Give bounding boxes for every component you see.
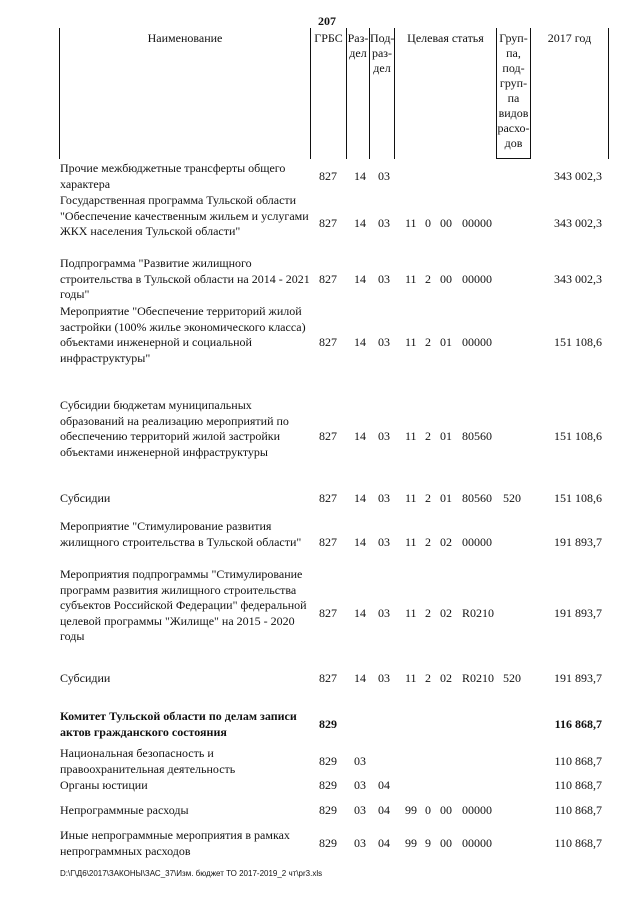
row-t1: 11 [405,429,417,443]
row-vr: 520 [503,671,521,685]
row-vr: 520 [503,491,521,505]
row-rz: 14 [354,271,366,286]
row-t3: 01 [440,429,452,443]
row-t3: 02 [440,605,452,620]
header-gruppa: Груп- па, под- груп- па видов расхо- дов [496,28,531,159]
row-rz: 14 [354,335,366,349]
row-grbs: 827 [319,168,337,183]
row-sum: 343 002,3 [554,168,602,183]
row-prz: 03 [378,168,390,183]
row-grbs: 827 [319,335,337,349]
row-name: Субсидии [60,491,111,505]
row-sum: 110 868,7 [554,753,602,768]
row-prz: 03 [378,671,390,685]
row-t3: 02 [440,534,452,549]
row-name: Органы юстиции [60,778,148,792]
row-t4: 00000 [462,271,492,286]
row-sum: 116 868,7 [554,716,602,731]
header-name: Наименование [59,28,311,159]
row-rz: 14 [354,671,366,685]
row-t3: 01 [440,491,452,505]
row-t3: 00 [440,835,452,850]
row-prz: 03 [378,429,390,443]
row-name: Подпрограмма "Развитие жилищного строительства в Тульской области на 2014 - 2021 годы" [60,256,310,301]
header-podrazdel: Под- раз- дел [369,28,395,159]
row-t3: 02 [440,671,452,685]
row-sum: 151 108,6 [554,335,602,349]
row-t1: 11 [405,605,417,620]
row-grbs: 829 [319,778,337,792]
row-t3: 00 [440,216,452,231]
row-t2: 9 [425,835,431,850]
row-prz: 04 [378,778,390,792]
row-grbs: 829 [319,803,337,817]
header-grbs: ГРБС [310,28,347,159]
row-t4: R0210 [462,605,495,620]
row-t2: 2 [425,534,431,549]
row-t3: 00 [440,271,452,286]
row-sum: 110 868,7 [554,803,602,817]
row-t4: 80560 [462,491,492,505]
row-t2: 2 [425,605,431,620]
row-t4: 00000 [462,216,492,231]
row-grbs: 827 [319,216,337,231]
row-name: Государственная программа Тульской области "Обеспечение качественным жильем и услугами ЖКХ населения Тульской области" [60,193,309,238]
row-rz: 14 [354,491,366,505]
row-rz: 14 [354,534,366,549]
header-year: 2017 год [530,28,609,159]
page-number: 207 [318,14,336,28]
row-name: Мероприятия подпрограммы "Стимулирование программ развития жилищного строительства субъектов Российской Федерации" федеральной целевой программы "Жилище" на 2015 - 2020 годы [60,567,307,643]
row-sum: 343 002,3 [554,216,602,231]
row-sum: 151 108,6 [554,491,602,505]
row-prz: 03 [378,216,390,231]
row-prz: 04 [378,803,390,817]
row-t4: 80560 [462,429,492,443]
header-celevaya-statya: Целевая статья [394,28,497,159]
row-t1: 99 [405,835,417,850]
row-prz: 03 [378,605,390,620]
row-grbs: 827 [319,605,337,620]
row-name: Иные непрограммные мероприятия в рамках непрограммных расходов [60,828,290,858]
row-rz: 14 [354,216,366,231]
row-grbs: 827 [319,271,337,286]
row-grbs: 827 [319,491,337,505]
row-t4: 00000 [462,803,492,817]
row-grbs: 829 [319,716,337,731]
row-sum: 191 893,7 [554,605,602,620]
row-sum: 110 868,7 [554,835,602,850]
row-name: Мероприятие "Стимулирование развития жилищного строительства в Тульской области" [60,519,302,549]
row-grbs: 827 [319,534,337,549]
row-name: Субсидии [60,671,111,685]
row-t2: 2 [425,271,431,286]
row-t2: 0 [425,216,431,231]
file-path-footer: D:\Г\Д6\2017\ЗАКОНЫ\ЗАС_37\Изм. бюджет ТО 2017-2019_2 чт\pr3.xls [60,869,323,878]
row-name: Комитет Тульской области по делам записи актов гражданского состояния [60,709,297,739]
row-sum: 191 893,7 [554,534,602,549]
row-t3: 01 [440,335,452,349]
row-name: Мероприятие "Обеспечение территорий жилой застройки (100% жилье экономического класса) объектами инженерной и социальной инфраструктуры" [60,304,306,365]
row-t4: 00000 [462,835,492,850]
row-name: Национальная безопасность и правоохранительная деятельность [60,746,236,776]
row-t1: 11 [405,671,417,685]
row-t1: 11 [405,534,417,549]
row-t2: 2 [425,335,431,349]
row-t2: 2 [425,429,431,443]
row-t3: 00 [440,803,452,817]
row-name: Прочие межбюджетные трансферты общего характера [60,161,286,191]
header-razdel: Раз- дел [346,28,370,159]
row-rz: 14 [354,605,366,620]
row-t1: 99 [405,803,417,817]
row-grbs: 829 [319,753,337,768]
row-rz: 03 [354,753,366,768]
row-t4: 00000 [462,534,492,549]
row-rz: 03 [354,803,366,817]
row-prz: 04 [378,835,390,850]
row-name: Субсидии бюджетам муниципальных образований на реализацию мероприятий по обеспечению территорий жилой застройки объектами инженерной инфраструктуры [60,398,289,459]
row-prz: 03 [378,271,390,286]
row-t1: 11 [405,271,417,286]
row-sum: 110 868,7 [554,778,602,792]
row-prz: 03 [378,335,390,349]
row-rz: 03 [354,835,366,850]
row-t4: 00000 [462,335,492,349]
row-grbs: 827 [319,671,337,685]
row-t4: R0210 [462,671,495,685]
row-rz: 14 [354,429,366,443]
row-grbs: 827 [319,429,337,443]
row-t1: 11 [405,216,417,231]
row-rz: 03 [354,778,366,792]
row-t2: 2 [425,491,431,505]
row-grbs: 829 [319,835,337,850]
row-sum: 151 108,6 [554,429,602,443]
row-sum: 343 002,3 [554,271,602,286]
row-sum: 191 893,7 [554,671,602,685]
row-prz: 03 [378,534,390,549]
row-name: Непрограммные расходы [60,803,189,817]
row-prz: 03 [378,491,390,505]
row-t1: 11 [405,335,417,349]
row-rz: 14 [354,168,366,183]
row-t2: 0 [425,803,431,817]
row-t2: 2 [425,671,431,685]
row-t1: 11 [405,491,417,505]
